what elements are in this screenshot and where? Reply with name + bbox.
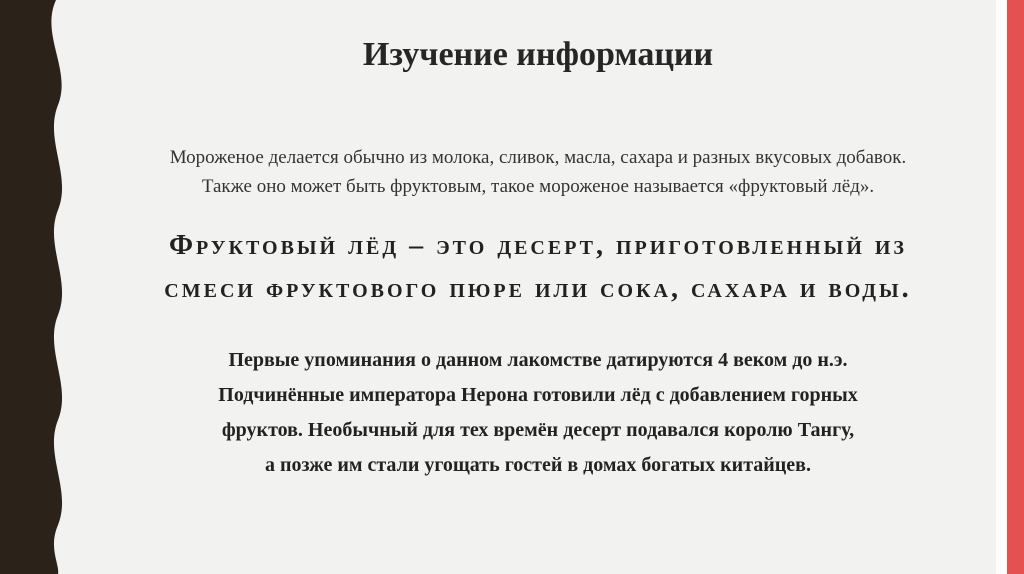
intro-paragraph	[80, 143, 996, 201]
intro-line: Мороженое делается обычно из молока, сливок, масла, сахара и разных вкусовых добавок.	[169, 147, 907, 168]
definition-heading	[90, 224, 986, 310]
slide-title: Изучение информации	[362, 36, 714, 73]
intro-line: Также оно может быть фруктовым, такое мороженое называется «фруктовый лёд».	[201, 176, 875, 197]
wave-shape	[0, 0, 62, 574]
right-accent-bar	[1007, 0, 1024, 574]
history-line: фруктов. Необычный для тех времён десерт подавался королю Тангу,	[221, 419, 855, 441]
definition-line: смеси фруктового пюре или сока, сахара и воды.	[164, 273, 912, 304]
right-white-stripe	[996, 0, 1007, 574]
history-line: Подчинённые императора Нерона готовили лёд с добавлением горных	[218, 384, 858, 406]
history-line: Первые упоминания о данном лакомстве датируются 4 веком до н.э.	[228, 349, 848, 371]
history-line: а позже им стали угощать гостей в домах богатых китайцев.	[265, 454, 811, 476]
definition-line: Фруктовый лёд – это десерт, приготовленный из	[169, 230, 907, 261]
history-paragraph	[80, 343, 996, 483]
left-wave-band	[0, 0, 80, 574]
